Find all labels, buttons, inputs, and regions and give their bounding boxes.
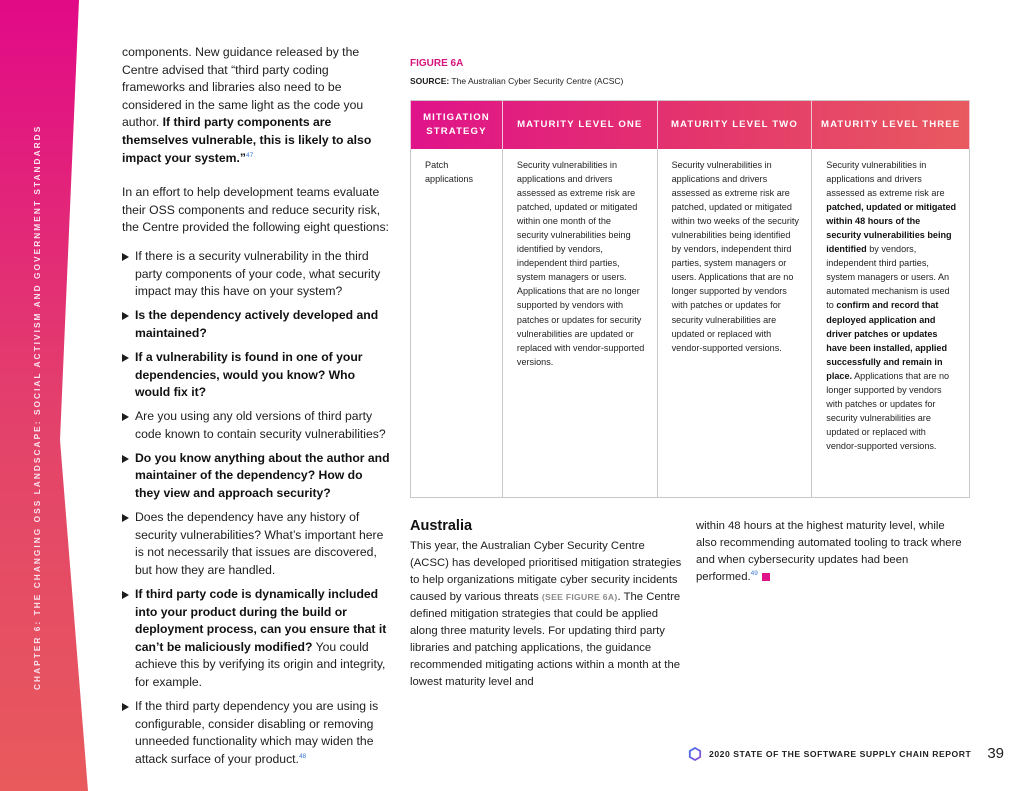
- question-item: If there is a security vulnerability in the third party components of your code, what security impact may this have on your system?: [122, 248, 390, 301]
- australia-section: [410, 518, 682, 691]
- question-item: Do you know anything about the author and maintainer of the dependency? How do they view and approach security?: [122, 450, 390, 503]
- header-mitigation-strategy: MITIGATION STRATEGY: [411, 101, 503, 149]
- triangle-bullet-icon: [122, 514, 129, 522]
- question-item: If the third party dependency you are using is configurable, consider disabling or removing unneeded functionality which may widen the attack surface of your product.$^{48}$: [122, 698, 390, 768]
- page-number: 39: [987, 745, 1004, 762]
- triangle-bullet-icon: [122, 591, 129, 599]
- figure-label: FIGURE 6A: [410, 58, 464, 69]
- sidebar-gradient-shape: [0, 0, 90, 791]
- cell-level-two: Security vulnerabilities in applications and drivers assessed as extreme risk are patched, updated or mitigated within two weeks of the security vulnerabilities being identified by vendors, independent third parties, system managers or users. Applications that are no longer supported by vendors with patches or updates for security vulnerabilities are updated or replaced with vendor-supported versions.: [657, 149, 812, 498]
- question-item: If a vulnerability is found in one of your dependencies, would you know? Who would fix it?: [122, 349, 390, 402]
- triangle-bullet-icon: [122, 413, 129, 421]
- cell-level-one: Security vulnerabilities in applications and drivers assessed as extreme risk are patched, updated or mitigated within one month of the security vulnerabilities being identified by vendors, independent third parties, system managers or users. Applications that are no longer supported by vendors with patches or updates for security vulnerabilities are updated or replaced with vendor-supported versions.: [502, 149, 657, 498]
- intro-paragraph: components. New guidance released by the Centre advised that “third party coding frameworks and libraries also need to be considered in the same light as the code you author. If third party components are themselves vulnerable, this is likely to also impact your system.”$^{47}$: [122, 45, 372, 165]
- table-header-row: [411, 101, 970, 149]
- footnote-ref-49[interactable]: 49: [750, 570, 758, 577]
- left-text-column: [122, 44, 390, 775]
- maturity-levels-table: [410, 100, 970, 498]
- lead-in-paragraph: In an effort to help development teams evaluate their OSS components and reduce security risk, the Centre provided the following eight questions:: [122, 185, 389, 235]
- header-maturity-level-one: MATURITY LEVEL ONE: [502, 101, 657, 149]
- question-item: Is the dependency actively developed and maintained?: [122, 307, 390, 342]
- chapter-sidebar-band: [0, 0, 90, 791]
- triangle-bullet-icon: [122, 354, 129, 362]
- triangle-bullet-icon: [122, 703, 129, 711]
- figure-source: SOURCE: The Australian Cyber Security Centre (ACSC): [410, 76, 624, 86]
- table-row: [411, 149, 970, 498]
- end-of-article-mark-icon: [762, 573, 770, 581]
- question-item: If third party code is dynamically included into your product during the build or deployment process, can you ensure that it can’t be maliciously modified? You could achieve this by verifying its origin and integrity, for example.: [122, 586, 390, 692]
- footnote-ref-48[interactable]: 48: [298, 752, 307, 760]
- report-title: 2020 STATE OF THE SOFTWARE SUPPLY CHAIN REPORT: [709, 748, 972, 759]
- intro-emphasis: If third party components are themselves vulnerable, this is likely to also impact your system.”: [122, 115, 372, 165]
- page-footer: [688, 745, 1004, 762]
- australia-continued: within 48 hours at the highest maturity level, while also recommending automated tooling to track where and when cybersecurity updates had been performed.$^{49}$: [696, 520, 962, 583]
- see-figure-link[interactable]: (SEE FIGURE 6A): [541, 592, 618, 602]
- questions-list: [122, 248, 390, 769]
- header-maturity-level-two: MATURITY LEVEL TWO: [657, 101, 812, 149]
- cell-strategy: Patch applications: [411, 149, 503, 498]
- cell-level-three: Security vulnerabilities in applications and drivers assessed as extreme risk are patched, updated or mitigated within 48 hours of the security vulnerabilities being identified by vendors, independent third parties, system managers or users. An automated mechanism is used to confirm and record that deployed application and driver patches or updates have been installed, applied successfully and remain in place. Applications that are no longer supported by vendors with patches or updates for security vulnerabilities are updated or replaced with vendor-supported versions.: [812, 149, 970, 498]
- triangle-bullet-icon: [122, 312, 129, 320]
- australia-heading: Australia: [410, 518, 473, 534]
- australia-paragraph: This year, the Australian Cyber Security Centre (ACSC) has developed prioritised mitigation strategies to help organizations mitigate cyber security incidents caused by various threats (SEE FIGURE 6A). The Centre defined mitigation strategies that could be applied along three maturity levels. For updating third party libraries and patching applications, the guidance recommended mitigating actions within a month at the lowest maturity level and: [410, 540, 682, 688]
- triangle-bullet-icon: [122, 253, 129, 261]
- triangle-bullet-icon: [122, 455, 129, 463]
- header-maturity-level-three: MATURITY LEVEL THREE: [812, 101, 970, 149]
- hexagon-logo-icon: [688, 747, 702, 761]
- footnote-ref-47[interactable]: 47: [245, 151, 254, 159]
- question-item: Are you using any old versions of third party code known to contain security vulnerabilities?: [122, 408, 390, 443]
- chapter-title-vertical: CHAPTER 6: THE CHANGING OSS LANDSCAPE: SOCIAL ACTIVISM AND GOVERNMENT STANDARDS: [32, 124, 42, 690]
- question-item: Does the dependency have any history of security vulnerabilities? What’s important here is not necessarily that issues are discovered, but how they are handled.: [122, 509, 390, 579]
